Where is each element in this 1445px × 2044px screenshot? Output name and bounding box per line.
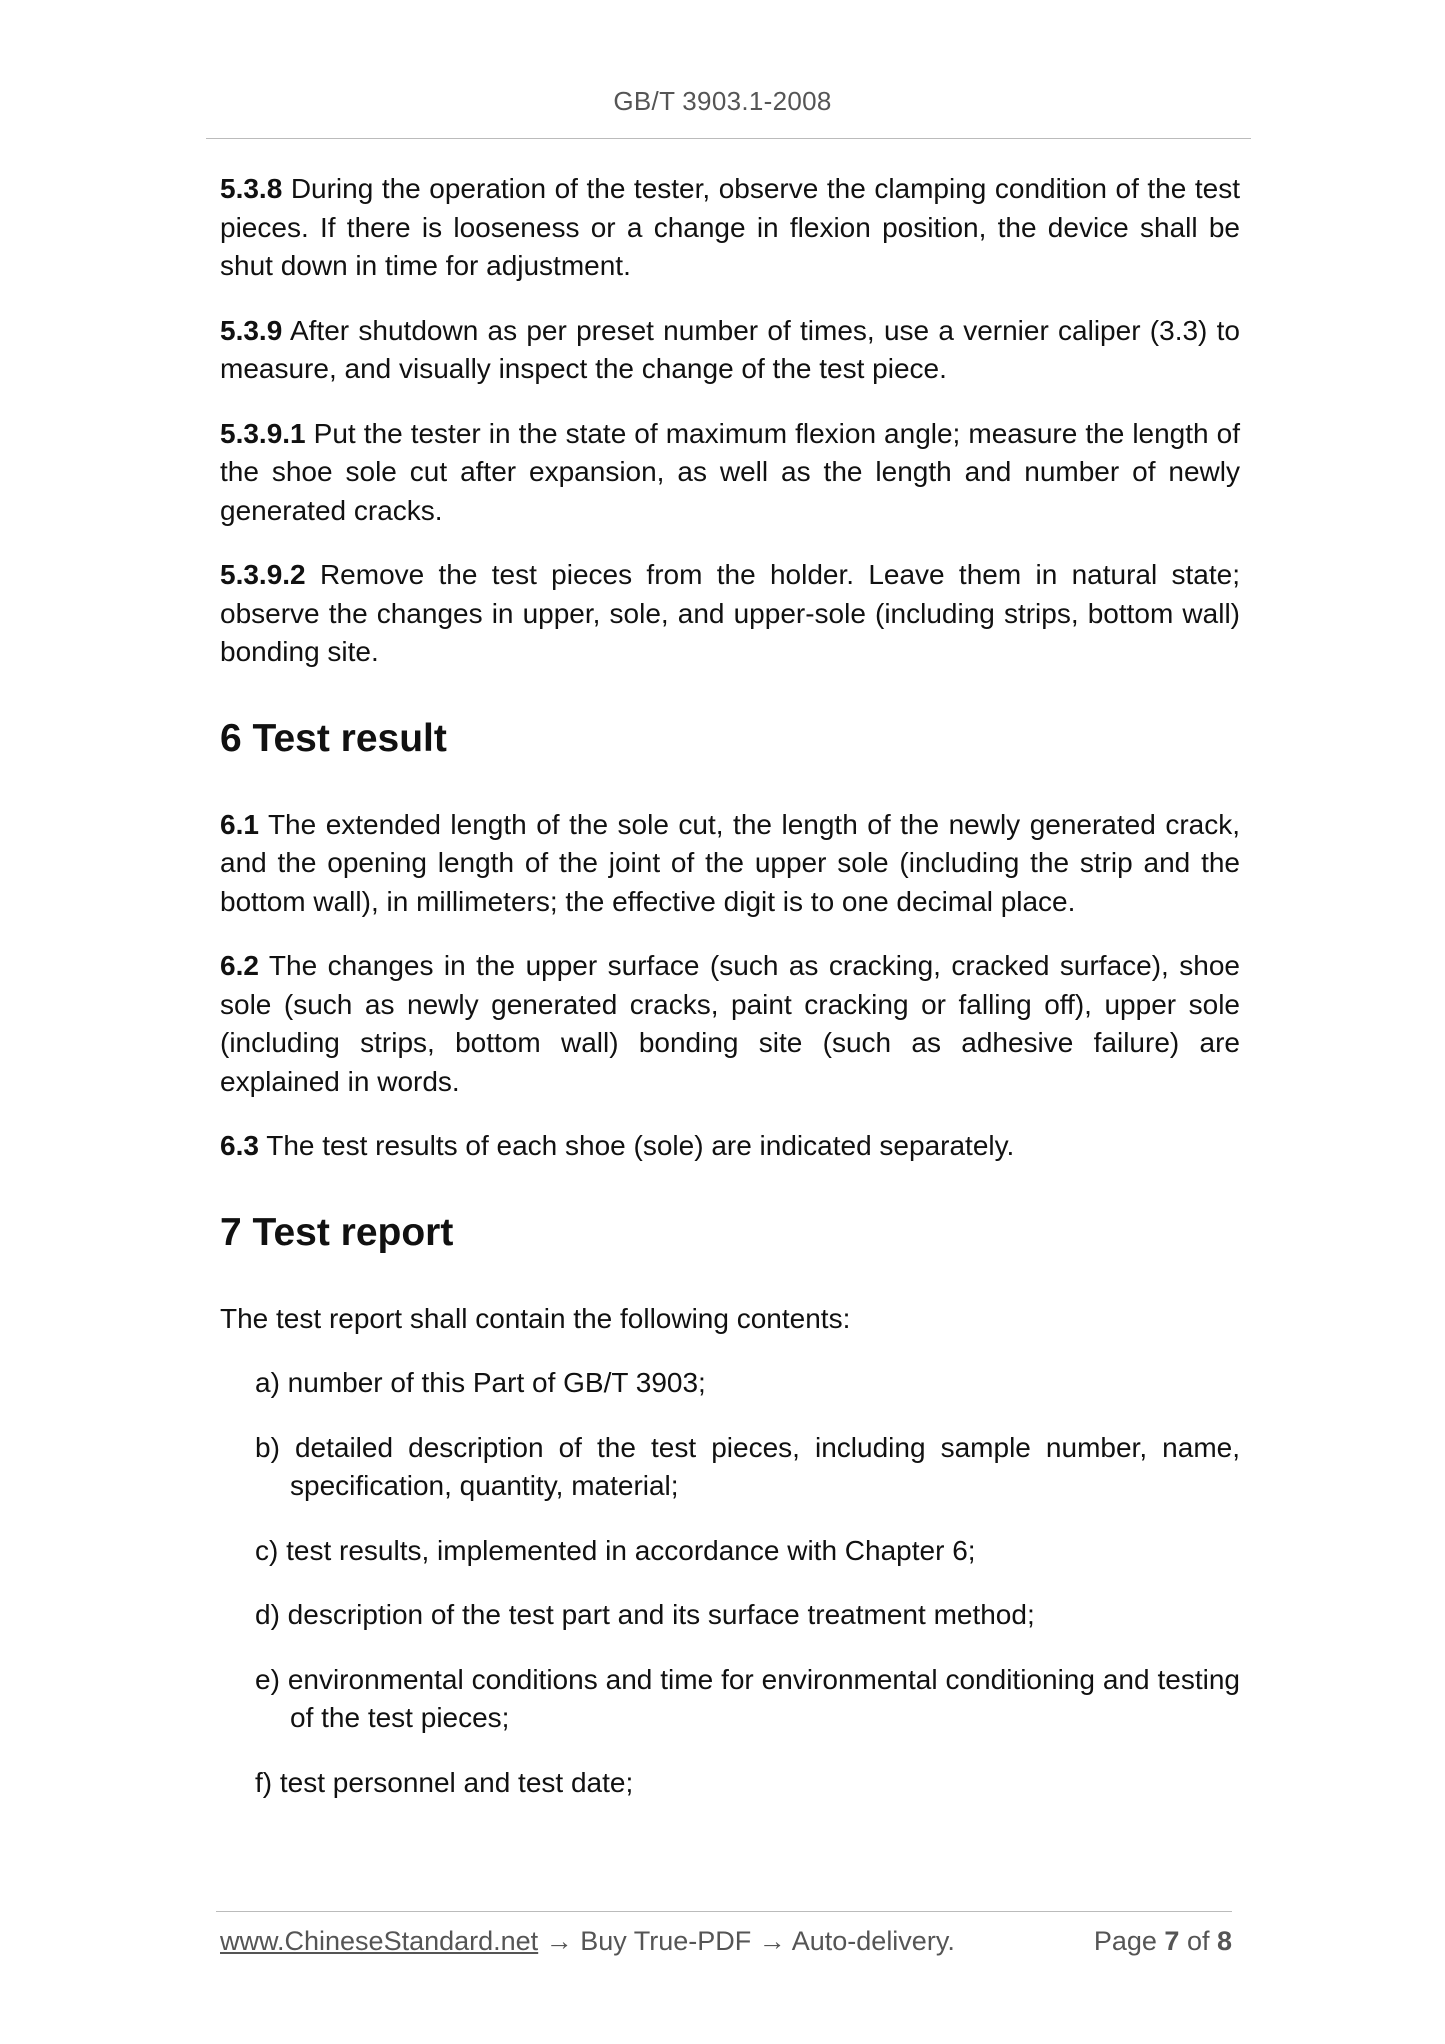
page-label: Page xyxy=(1093,1926,1165,1956)
clause-text: The extended length of the sole cut, the length of the newly generated crack, and the opening length of the joint of the upper sole (including the strip and the bottom wall), in millimeters; the effective digit is to one decimal place. xyxy=(220,808,1240,917)
page-header: GB/T 3903.1-2008 xyxy=(613,86,832,116)
clause-number: 6.2 xyxy=(220,950,259,981)
section-6-heading: 6 Test result xyxy=(220,716,447,760)
page-content xyxy=(220,170,1240,1828)
clause-6-3 xyxy=(220,1127,1240,1166)
list-item: e) environmental conditions and time for environmental conditioning and testing of the test pieces; xyxy=(255,1663,1240,1733)
clause-text: During the operation of the tester, observe the clamping condition of the test pieces. If there is looseness or a change in flexion position, the device shall be shut down in time for adjustment. xyxy=(220,173,1240,281)
clause-number: 6.1 xyxy=(220,808,259,840)
list-item: a) number of this Part of GB/T 3903; xyxy=(255,1367,706,1398)
clause-text: Remove the test pieces from the holder. Leave them in natural state; observe the changes in upper, sole, and upper-sole (including strips, bottom wall) bonding site. xyxy=(220,559,1240,667)
clause-number: 5.3.9.1 xyxy=(220,417,306,449)
section-7-intro: The test report shall contain the following contents: xyxy=(220,1302,851,1334)
clause-text: After shutdown as per preset number of times, use a vernier caliper (3.3) to measure, and visually inspect the change of the test piece. xyxy=(220,314,1240,384)
clause-5-3-8 xyxy=(220,170,1240,286)
page-total: 8 xyxy=(1216,1926,1232,1956)
header-divider xyxy=(206,138,1251,139)
list-item: f) test personnel and test date; xyxy=(255,1766,634,1798)
clause-5-3-9-1 xyxy=(220,415,1240,531)
clause-6-2 xyxy=(220,947,1240,1101)
clause-number: 5.3.9 xyxy=(220,314,283,346)
clause-text: Put the tester in the state of maximum flexion angle; measure the length of the shoe sole cut after expansion, as well as the length and number of newly generated cracks. xyxy=(220,417,1240,526)
clause-6-1 xyxy=(220,806,1240,922)
page-indicator xyxy=(1094,1926,1232,1957)
report-contents-list xyxy=(220,1364,1240,1802)
of-label: of xyxy=(1179,1926,1217,1956)
list-item: d) description of the test part and its surface treatment method; xyxy=(255,1599,1035,1630)
clause-text: The test results of each shoe (sole) are indicated separately. xyxy=(258,1130,1015,1161)
footer-tagline: → Buy True-PDF → Auto-delivery. xyxy=(538,1926,955,1956)
clause-number: 5.3.8 xyxy=(220,173,283,204)
list-item: c) test results, implemented in accordance with Chapter 6; xyxy=(255,1534,976,1566)
clause-5-3-9 xyxy=(220,312,1240,389)
list-item: b) detailed description of the test pieces, including sample number, name, specification, quantity, material; xyxy=(255,1431,1240,1501)
clause-number: 5.3.9.2 xyxy=(220,559,306,590)
website-link[interactable]: www.ChineseStandard.net xyxy=(220,1926,539,1956)
clause-number: 6.3 xyxy=(220,1130,259,1161)
section-7-heading: 7 Test report xyxy=(220,1210,454,1254)
page-number: 7 xyxy=(1164,1926,1180,1956)
footer-divider xyxy=(216,1911,1232,1912)
clause-5-3-9-2 xyxy=(220,556,1240,672)
clause-text: The changes in the upper surface (such as cracking, cracked surface), shoe sole (such as newly generated cracks, paint cracking or falling off), upper sole (including strips, bottom wall) bonding site (such as adhesive failure) are explained in words. xyxy=(220,950,1240,1097)
footer-promo xyxy=(220,1926,955,1957)
